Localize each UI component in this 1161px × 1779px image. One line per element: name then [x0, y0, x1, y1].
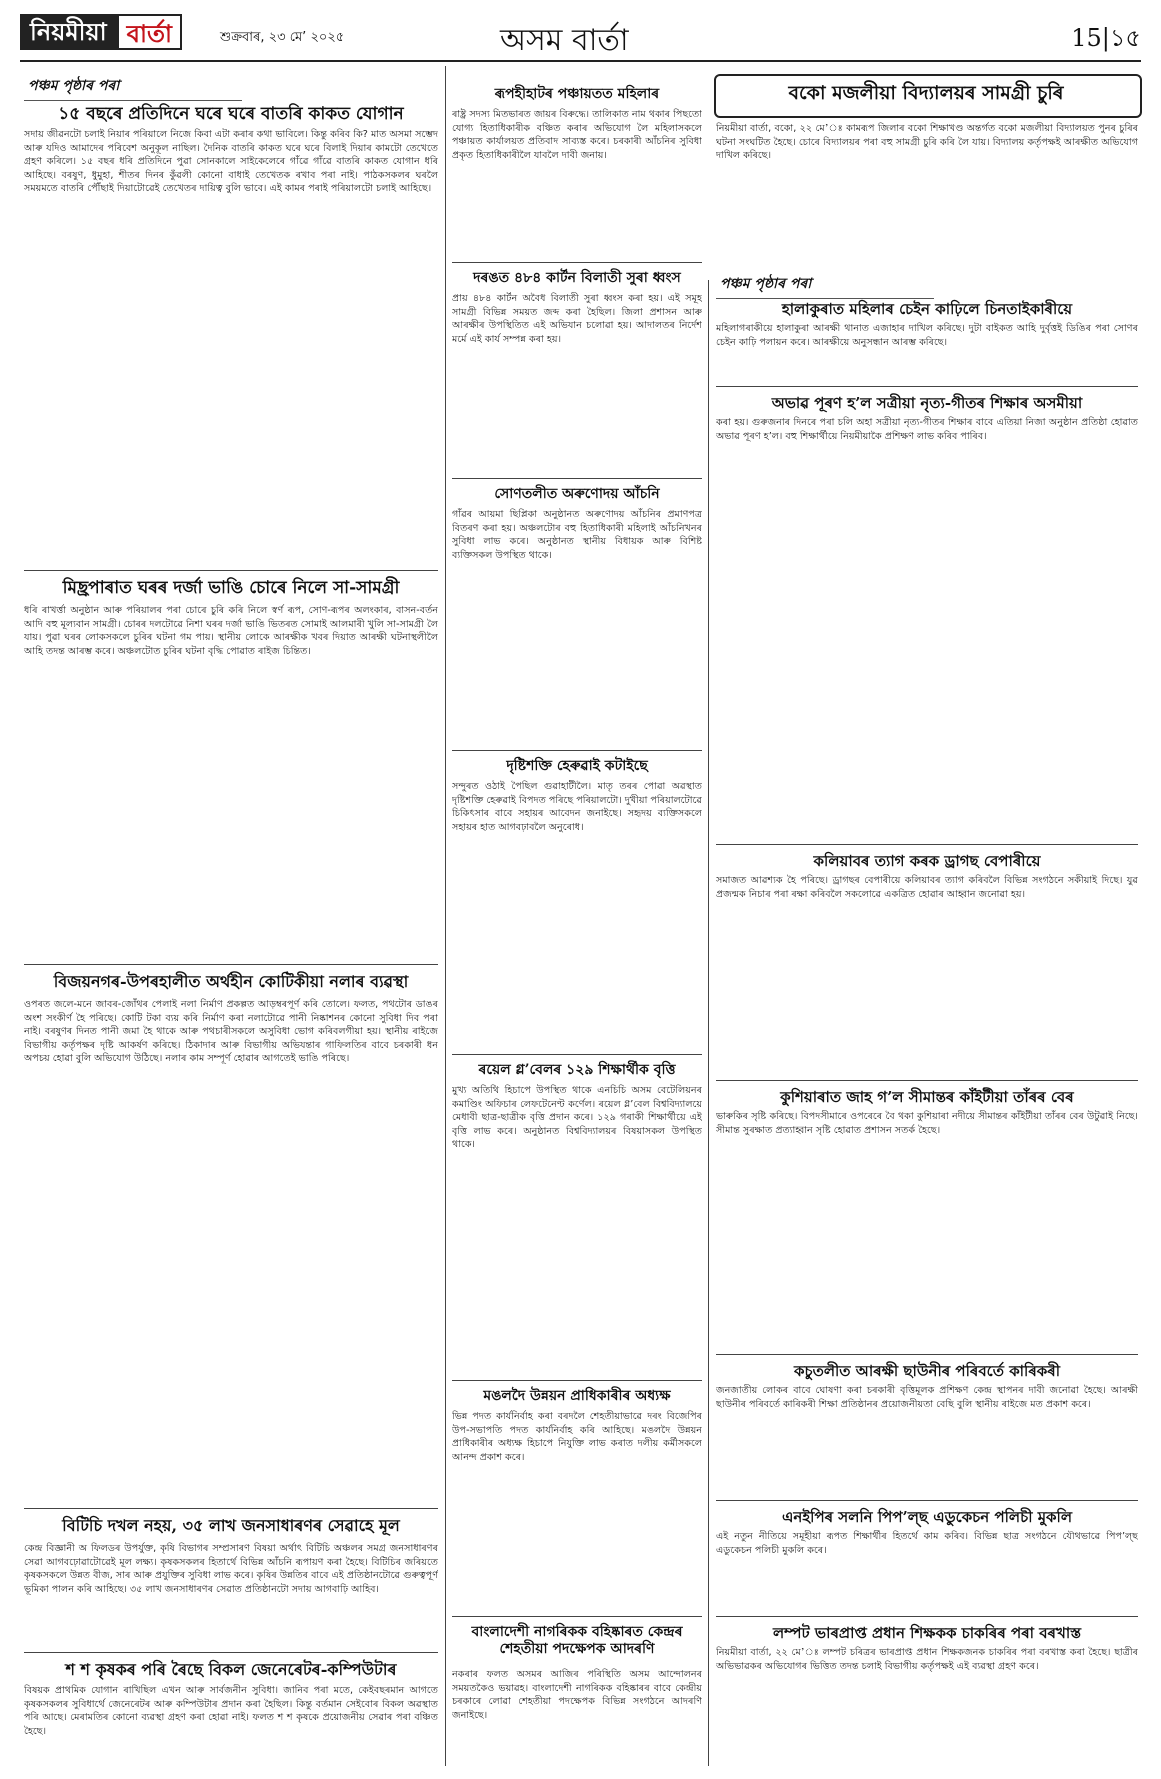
article-body: সদায় জীৱনটো চলাই নিয়াৰ পৰিয়ালে নিজে কিবা এটা কৰাৰ কথা ভাবিলে। কিন্তু কৰিব কি? মাত অসমা সম্ভেদ আৰু যদিও আমাদেৰ পৰিবেশ অনুকূল নাছিল। দৈনিক বাতৰি কাকত ঘৰে ঘৰে বিলাই দিয়াৰ কামটো তেখেতে গ্ৰহণ কৰিলে। ১৫ বছৰ ধৰি প্ৰতিদিনে পুৱা সোনকালে সাইকেলেৰে গাঁৱে গাঁৱে বাতৰি কাকত যোগান ধৰি আহিছে। বৰষুণ, ধুমুহা, শীতৰ দিনৰ কুঁৱলী কোনো বাধাই তেখেতক ৰখাব পৰা নাই। পাঠকসকলৰ ঘৰলৈ সময়মতে বাতৰি পৌঁছাই দিয়াটোৱেই তেখেতৰ দায়িত্ব বুলি ভাবে। এই কামৰ পৰাই পৰিয়ালটো চলাই আহিছে। [24, 129, 438, 194]
article-divider [24, 1652, 438, 1653]
article-headline: মিছ্ৰপাৰাত ঘৰৰ দৰ্জা ভাঙি চোৰে নিলে সা-সামগ্ৰী [62, 578, 400, 598]
column-divider [708, 280, 709, 1766]
article-divider [716, 1080, 1138, 1081]
article-body: নিয়মীয়া বাৰ্তা, ২২ মে’ঃ লম্পট চৰিত্ৰৰ ভাৰপ্ৰাপ্ত প্ৰধান শিক্ষকজনক চাকৰিৰ পৰা বৰখাস্ত কৰা হৈছে। ছাত্ৰীৰ অভিভাৱকৰ অভিযোগৰ ভিত্তিত তদন্ত চলাই বিভাগীয় কৰ্তৃপক্ষই এই ব্যৱস্থা গ্ৰহণ কৰে। [716, 1647, 1138, 1672]
masthead [20, 8, 1141, 62]
article-divider [716, 844, 1138, 845]
article-headline: বিটিচি দখল নহয়, ৩৫ লাখ জনসাধাৰণৰ সেৱাহে মূল [62, 1516, 400, 1535]
article-body: বিষয়ক প্ৰাথমিক যোগান ৰাখিছিল এখন আৰু সাৰ্বজনীন সুবিধা। জানিব পৰা মতে, কেইবছৰমান আগতে কৃষকসকলৰ সুবিধাৰ্থে জেনেৰেটৰ আৰু কম্পিউটাৰ প্ৰদান কৰা হৈছিল। কিন্তু বৰ্তমান সেইবোৰ বিকল অৱস্থাত পৰি আছে। মেৰামতিৰ কোনো ব্যৱস্থা গ্ৰহণ কৰা হোৱা নাই। ফলত শ শ কৃষকে প্ৰয়োজনীয় সেৱাৰ পৰা বঞ্চিত হৈছে। [24, 1685, 438, 1737]
article-body: কেন্দ্ৰ বিজ্ঞানী অ ফিলডৰ উপৰ্যুক্ত, কৃষি বিভাগৰ সম্প্ৰসাৰণ বিষয়া অৰ্থাৎ বিটিচি অঞ্চলৰ সমগ্ৰ জনসাধাৰণৰ সেৱা আগবঢ়োৱাটোৱেই মূল লক্ষ্য। কৃষকসকলৰ হিতাৰ্থে বিভিন্ন আঁচনি ৰূপায়ণ কৰা হৈছে। বিটিচিৰ জৰিয়তে কৃষকসকলে উন্নত বীজ, সাৰ আৰু প্ৰযুক্তিৰ সুবিধা লাভ কৰে। কৃষিৰ উন্নতিৰ বাবে এই প্ৰতিষ্ঠানটোৱে গুৰুত্বপূৰ্ণ ভূমিকা পালন কৰি আহিছে। ৩৫ লাখ জনসাধাৰণৰ সেৱাত প্ৰতিষ্ঠানটো সদায় আগবাঢ়ি আহিব। [24, 1543, 438, 1595]
article-headline: মঙলদৈ উন্নয়ন প্ৰাধিকাৰীৰ অধ্যক্ষ [483, 1388, 671, 1404]
article-body: ৰাষ্ট্ৰ সদস্য মিতভাৰত জায়ৰ বিৰুদ্ধে। তালিকাত নাম থকাৰ পিছতো যোগ্য হিতাধিকাৰীক বঞ্চিত কৰাৰ অভিযোগ লৈ মহিলাসকলে পঞ্চায়ত কাৰ্যালয়ত প্ৰতিবাদ সাব্যস্ত কৰে। চৰকাৰী আঁচনিৰ সুবিধা প্ৰকৃত হিতাধিকাৰীলৈ যাবলৈ দাবী জনায়। [452, 109, 702, 161]
article-headline: হালাকুৰাত মহিলাৰ চেইন কাঢ়িলে চিনতাইকাৰীয়ে [781, 300, 1073, 318]
article-body: মুখ্য অতিথি হিচাপে উপস্থিত থাকে এনচিচি অসম বেটেলিয়নৰ কমাণ্ডিং অফিচাৰ লেফটেনেণ্ট কৰ্ণেল। ৰয়েল গ্ল’বেল বিশ্ববিদ্যালয়ে মেধাবী ছাত্ৰ-ছাত্ৰীক বৃত্তি প্ৰদান কৰে। ১২৯ গৰাকী শিক্ষাৰ্থীয়ে এই বৃত্তি লাভ কৰে। অনুষ্ঠানত বিশ্ববিদ্যালয়ৰ বিষয়াসকল উপস্থিত থাকে। [452, 1085, 702, 1150]
article-body: সন্দুৰত ওঠাই পৈছিল গুৱাহাটীলৈ। মাতৃ তৰৰ পোৱা অৱস্থাত দৃষ্টিশক্তি হেৰুৱাই বিপদত পৰিছে পৰিয়ালটো। দুখীয়া পৰিয়ালটোৱে চিকিৎসাৰ বাবে সহায়ৰ আবেদন জনাইছে। সহৃদয় ব্যক্তিসকলে সহায়ৰ হাত আগবঢ়াবলৈ অনুৰোধ। [452, 781, 702, 833]
article-headline: দৰঙত ৪৮৪ কাৰ্টন বিলাতী সুৰা ধ্বংস [473, 270, 681, 286]
article-body: নকৰাৰ ফলত অসমৰ আজিৰ পৰিস্থিতি অসম আন্দোলনৰ সময়তকৈও ভয়াৱহ। বাংলাদেশী নাগৰিকক বহিষ্কাৰৰ বাবে কেন্দ্ৰীয় চৰকাৰে লোৱা শেহতীয়া পদক্ষেপক বিভিন্ন সংগঠনে আদৰণি জনাইছে। [452, 1669, 702, 1721]
article-headline: কলিয়াবৰ ত্যাগ কৰক ড্ৰাগছ বেপাৰীয়ে [813, 852, 1041, 870]
article-headline: কচুতলীত আৰক্ষী ছাউনীৰ পৰিবৰ্তে কাৰিকৰী [793, 1362, 1061, 1380]
issue-date: শুক্ৰবাৰ, ২৩ মে’ ২০২৫ [220, 30, 345, 45]
article-headline: বাংলাদেশী নাগৰিকক বহিষ্কাৰত কেন্দ্ৰৰ শেহতীয়া পদক্ষেপক আদৰণি [471, 1624, 683, 1657]
article-body: মহিলাগৰাকীয়ে হালাকুৰা আৰক্ষী থানাত এজাহাৰ দাখিল কৰিছে। দুটা বাইকত আহি দুৰ্বৃত্তই ডিঙিৰ পৰা সোণৰ চেইন কাঢ়ি পলায়ন কৰে। আৰক্ষীয়ে অনুসন্ধান আৰম্ভ কৰিছে। [716, 323, 1138, 348]
article-body: ওপৰত জলে-মনে জাবৰ-জোঁথৰ পেলাই নলা নিৰ্মাণ প্ৰকল্পত আড়ম্বৰপূৰ্ণ কৰি তোলে। ফলত, পথটোৰ ডাঙৰ অংশ সংকীৰ্ণ হৈ পৰিছে। কোটি টকা ব্যয় কৰি নিৰ্মাণ কৰা নলাটোৱে পানী নিষ্কাশনৰ কোনো সুবিধা দিব পৰা নাই। বৰষুণৰ দিনত পানী জমা হৈ থাকে আৰু পথচাৰীসকলে অসুবিধা ভোগ কৰিবলগীয়া হয়। স্থানীয় ৰাইজে বিভাগীয় কৰ্তৃপক্ষৰ দৃষ্টি আকৰ্ষণ কৰিছে। ঠিকাদাৰ আৰু বিভাগীয় অভিযন্তাৰ গাফিলতিৰ বাবে চৰকাৰী ধন অপচয় হোৱা বুলি অভিযোগ উঠিছে। নলাৰ কাম সম্পূৰ্ণ হোৱাৰ আগতেই ভাঙি পৰিছে। [24, 999, 438, 1064]
article-divider [452, 1616, 702, 1617]
article-divider [716, 386, 1138, 387]
lead-body: নিয়মীয়া বাৰ্তা, বকো, ২২ মে’ঃ কামৰূপ জিলাৰ বকো শিক্ষাখণ্ড অন্তৰ্গত বকো মজলীয়া বিদ্যালয়ত পুনৰ চুৰিৰ ঘটনা সংঘটিত হৈছে। চোৰে বিদ্যালয়ৰ পৰা বহু সামগ্ৰী চুৰি কৰি লৈ যায়। বিদ্যালয় কৰ্তৃপক্ষই আৰক্ষীত অভিযোগ দাখিল কৰিছে। [716, 123, 1138, 161]
article-divider [24, 1508, 438, 1509]
article-body: জনজাতীয় লোকৰ বাবে ঘোষণা কৰা চৰকাৰী বৃত্তিমূলক প্ৰশিক্ষণ কেন্দ্ৰ স্থাপনৰ দাবী জনোৱা হৈছে। আৰক্ষী ছাউনীৰ পৰিবৰ্তে কাৰিকৰী শিক্ষা প্ৰতিষ্ঠানৰ প্ৰয়োজনীয়তা বেছি বুলি স্থানীয় ৰাইজে মত প্ৰকাশ কৰে। [716, 1385, 1138, 1410]
article-divider [452, 1054, 702, 1055]
article-divider [716, 1354, 1138, 1355]
article-headline: ৰূপহীহাটৰ পঞ্চায়তত মহিলাৰ [494, 86, 660, 102]
article-body: এই নতুন নীতিয়ে সমূহীয়া ৰূপত শিক্ষাৰ্থীৰ হিতৰ্থে কাম কৰিব। বিভিন্ন ছাত্ৰ সংগঠনে যৌথভাৱে পিপ’ল্‌ছ এডুকেচন পলিচী মুকলি কৰে। [716, 1531, 1138, 1556]
section-title: অসম বাৰ্তা [500, 23, 629, 58]
article-divider [24, 570, 438, 571]
article-headline: অভাৱ পূৰণ হ’ল সত্ৰীয়া নৃত্য-গীতৰ শিক্ষাৰ অসমীয়া [771, 394, 1083, 412]
article-body: কৰা হয়। গুৰুজনাৰ দিনৰে পৰা চলি অহা সত্ৰীয়া নৃত্য-গীতৰ শিক্ষাৰ বাবে এতিয়া নিজা অনুষ্ঠান প্ৰতিষ্ঠা হোৱাত অভাৱ পূৰণ হ’ল। বহু শিক্ষাৰ্থীয়ে নিয়মীয়াকৈ প্ৰশিক্ষণ লাভ কৰিব পাৰিব। [716, 417, 1138, 442]
continued-label: পঞ্চম পৃষ্ঠাৰ পৰা [24, 72, 242, 101]
lead-headline: বকো মজলীয়া বিদ্যালয়ৰ সামগ্ৰী চুৰি [788, 82, 1064, 104]
newspaper-logo [20, 14, 182, 50]
article-body: গাঁৱৰ আয়মা ছিপ্লিকা অনুষ্ঠানত অৰুণোদয় আঁচনিৰ প্ৰমাণপত্ৰ বিতৰণ কৰা হয়। অঞ্চলটোৰ বহু হিতাধিকাৰী মহিলাই আঁচনিখনৰ সুবিধা লাভ কৰে। অনুষ্ঠানত স্থানীয় বিধায়ক আৰু বিশিষ্ট ব্যক্তিসকল উপস্থিত থাকে। [452, 509, 702, 561]
article-divider [452, 750, 702, 751]
article-headline: কুশিয়াৰাত জাহ গ’ল সীমান্তৰ কাঁইটীয়া তাঁৰৰ বেৰ [780, 1088, 1074, 1106]
article-divider [452, 1380, 702, 1381]
article-divider [716, 1616, 1138, 1617]
continued-label: পঞ্চম পৃষ্ঠাৰ পৰা [716, 270, 934, 299]
article-headline: ৰয়েল গ্ল’বেলৰ ১২৯ শিক্ষাৰ্থীক বৃত্তি [478, 1062, 676, 1078]
article-body: ভিন্ন পদত কাৰ্যনিৰ্বাহ কৰা বৰদলৈ শেহতীয়াভাৱে দৰং বিজেপিৰ উপ-সভাপতি পদত কাৰ্যনিৰ্বাহ কৰি আহিছে। মঙলদৈ উন্নয়ন প্ৰাধিকাৰীৰ অধ্যক্ষ হিচাপে নিযুক্তি লাভ কৰাত দলীয় কৰ্মীসকলে আনন্দ প্ৰকাশ কৰে। [452, 1411, 702, 1463]
article-divider [452, 262, 702, 263]
column-divider [445, 66, 446, 1766]
article-body: প্ৰায় ৪৮৪ কাৰ্টন অবৈধ বিলাতী সুৰা ধ্বংস কৰা হয়। এই সমূহ সামগ্ৰী বিভিন্ন সময়ত জব্দ কৰা হৈছিল। জিলা প্ৰশাসন আৰু আৰক্ষীৰ উপস্থিতিত এই অভিযান চলোৱা হয়। আদালতৰ নিৰ্দেশ মৰ্মে এই কাৰ্য সম্পন্ন কৰা হয়। [452, 293, 702, 345]
article-headline: ১৫ বছৰে প্ৰতিদিনে ঘৰে ঘৰে বাতৰি কাকত যোগান [58, 104, 404, 124]
logo-part-1: নিয়মীয়া [20, 14, 117, 50]
article-headline: লম্পট ভাৰপ্ৰাপ্ত প্ৰধান শিক্ষকক চাকৰিৰ পৰা বৰখাস্ত [772, 1624, 1081, 1642]
article-body: সমাজত আৱশ্যক হৈ পৰিছে। ড্ৰাগছৰ বেপাৰীয়ে কলিয়াবৰ ত্যাগ কৰিবলৈ বিভিন্ন সংগঠনে সকীয়াই দিছে। যুৱ প্ৰজন্মক নিচাৰ পৰা ৰক্ষা কৰিবলৈ সকলোৱে একত্ৰিত হোৱাৰ আহ্বান জনোৱা হয়। [716, 875, 1138, 900]
page-number: 15|১৫ [1071, 24, 1141, 52]
article-divider [716, 1500, 1138, 1501]
article-headline: এনইপিৰ সলনি পিপ’ল্‌ছ এডুকেচন পলিচী মুকলি [781, 1508, 1073, 1526]
article-headline: বিজয়নগৰ-উপৰহালীত অৰ্থহীন কোটিকীয়া নলাৰ ব্যৱস্থা [53, 972, 409, 991]
article-body: ধৰি ৰাখৰ্ত্তা অনুষ্ঠান আৰু পৰিয়ালৰ পৰা চোৰে চুৰি কৰি নিলে স্বৰ্ণ ৰূপ, সোণ-ৰূপৰ অলংকাৰ, বাসন-বৰ্তন আদি বহু মূল্যবান সামগ্ৰী। চোৰৰ দলটোৱে নিশা ঘৰৰ দৰ্জা ভাঙি ভিতৰত সোমাই আলমাৰী খুলি সা-সামগ্ৰী লৈ যায়। পুৱা ঘৰৰ লোকসকলে চুৰিৰ ঘটনা গম পায়। স্থানীয় লোকে আৰক্ষীক খবৰ দিয়াত আৰক্ষী ঘটনাস্থলীলৈ আহি তদন্ত আৰম্ভ কৰে। অঞ্চলটোত চুৰিৰ ঘটনা বৃদ্ধি পোৱাত ৰাইজ চিন্তিত। [24, 605, 438, 657]
article-body: ভাৰুকিৰ সৃষ্টি কৰিছে। বিপদসীমাৰে ওপৰেৰে বৈ থকা কুশিয়াৰা নদীয়ে সীমান্তৰ কাঁইটীয়া তাঁৰৰ বেৰ উটুৱাই নিছে। সীমান্ত সুৰক্ষাত প্ৰত্যাহ্বান সৃষ্টি হোৱাত প্ৰশাসন সতৰ্ক হৈছে। [716, 1111, 1138, 1136]
article-divider [452, 478, 702, 479]
article-headline: সোণতলীত অৰুণোদয় আঁচনি [494, 486, 660, 502]
logo-part-2: বাৰ্তা [117, 14, 182, 50]
article-headline: দৃষ্টিশক্তি হেৰুৱাই কটাইছে [506, 758, 648, 774]
article-divider [24, 964, 438, 965]
article-headline: শ শ কৃষকৰ পৰি ৰৈছে বিকল জেনেৰেটৰ-কম্পিউটাৰ [65, 1660, 397, 1679]
